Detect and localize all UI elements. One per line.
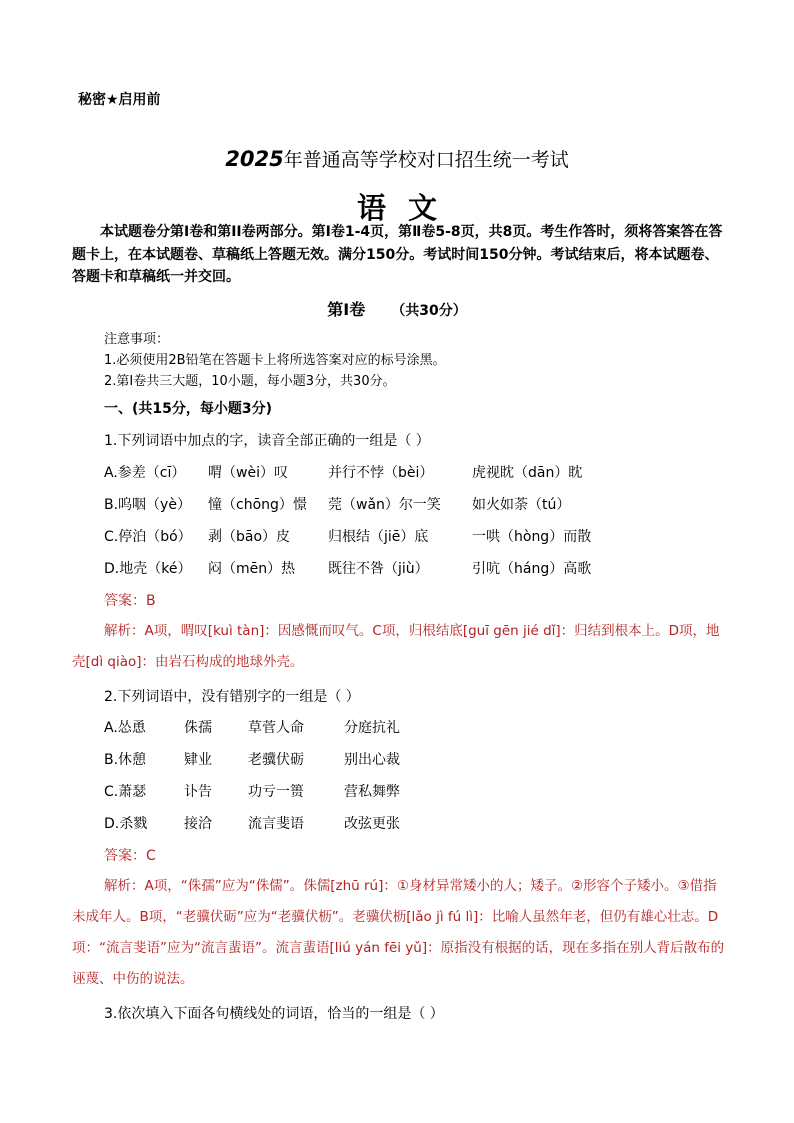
notes-block: [104, 329, 744, 392]
option-term: 老骥伏砺: [248, 752, 304, 768]
option-term: 改弦更张: [344, 816, 400, 832]
question-stem: 1.下列词语中加点的字，读音全部正确的一组是（ ）: [104, 433, 430, 449]
explanation: 解析：A项，喟叹[kuì tàn]：因感慨而叹气。C项，归根结底[guī gēn jié dǐ]：归结到根本上。D项，地壳[dì qiào]：由岩石构成的地球外壳。: [72, 623, 720, 670]
option-term: 别出心裁: [344, 752, 400, 768]
exam-title-text: 年普通高等学校对口招生统一考试: [283, 149, 569, 171]
option-term: 引吭（háng）高歌: [472, 561, 592, 577]
option-term: A.怂恿: [104, 720, 146, 736]
subject-title: 语文: [356, 191, 459, 225]
part-title-text: 第Ⅰ卷: [327, 300, 366, 319]
option-term: 侏孺: [184, 720, 212, 736]
answer-label: 答案：B: [104, 593, 156, 609]
option-term: 虎视眈（dān）眈: [472, 465, 583, 481]
option-term: 讣告: [184, 784, 212, 800]
option-term: 归根结（jiē）底: [328, 529, 429, 545]
answer-label: 答案：C: [104, 848, 156, 864]
option-term: 喟（wèi）叹: [208, 465, 288, 481]
part-title: [0, 297, 794, 320]
note-item: 2.第Ⅰ卷共三大题，10小题，每小题3分，共30分。: [104, 374, 396, 389]
exam-instructions: 本试题卷分第Ⅰ卷和第ⅠⅠ卷两部分。第Ⅰ卷1-4页，第Ⅱ卷5-8页，共8页。考生作答时，须将答案答在答题卡上，在本试题卷、草稿纸上答题无效。满分150分。考试时间150分钟。考试结束后，将本试题卷、答题卡和草稿纸一并交回。: [72, 224, 723, 285]
explanation: 解析：A项，“侏孺”应为“侏儒”。侏儒[zhū rú]：①身材异常矮小的人；矮子。②形容个子矮小。③借指未成年人。B项，“老骥伏砺”应为“老骥伏枥”。老骥伏枥[lǎo jì fú lì]：比喻人虽然年老，但仍有雄心壮志。D项：“流言斐语”应为“流言蜚语”。流言蜚语[liú yán fēi yǔ]：原指没有根据的话，现在多指在别人背后散布的诬蔑、中伤的说法。: [72, 878, 725, 987]
option-term: B.呜咽（yè）: [104, 497, 191, 513]
secret-label: 秘密★启用前: [78, 92, 161, 108]
question-stem: 2.下列词语中，没有错别字的一组是（ ）: [104, 689, 360, 705]
option-term: 闷（mēn）热: [208, 561, 296, 577]
option-term: 分庭抗礼: [344, 720, 400, 736]
option-term: 营私舞弊: [344, 784, 400, 800]
option-term: 接洽: [184, 816, 212, 832]
option-term: 功亏一篑: [248, 784, 304, 800]
notes-title: 注意事项：: [104, 332, 170, 347]
option-term: 肄业: [184, 752, 212, 768]
option-term: A.参差（cī）: [104, 465, 186, 481]
exam-year: 2025: [225, 147, 284, 171]
option-term: 既往不咎（jiù）: [328, 561, 429, 577]
note-item: 1.必须使用2B铅笔在答题卡上将所选答案对应的标号涂黑。: [104, 353, 446, 368]
option-term: 剥（bāo）皮: [208, 529, 291, 545]
question-stem: 3.依次填入下面各句横线处的词语，恰当的一组是（ ）: [104, 1006, 444, 1022]
option-term: C.停泊（bó）: [104, 529, 192, 545]
option-term: D.地壳（ké）: [104, 561, 192, 577]
option-term: 草菅人命: [248, 720, 304, 736]
option-term: 流言斐语: [248, 816, 304, 832]
option-term: 如火如荼（tú）: [472, 497, 571, 513]
option-term: B.休憩: [104, 752, 147, 768]
option-term: 憧（chōng）憬: [208, 497, 307, 513]
part-points: （共30分）: [391, 303, 467, 319]
option-term: C.萧瑟: [104, 784, 147, 800]
exam-title: [0, 145, 794, 172]
section-heading: 一、(共15分，每小题3分): [104, 401, 273, 417]
option-term: 一哄（hòng）而散: [472, 529, 592, 545]
option-term: 莞（wǎn）尔一笑: [328, 497, 441, 513]
option-term: 并行不悖（bèi）: [328, 465, 434, 481]
option-term: D.杀戮: [104, 816, 148, 832]
